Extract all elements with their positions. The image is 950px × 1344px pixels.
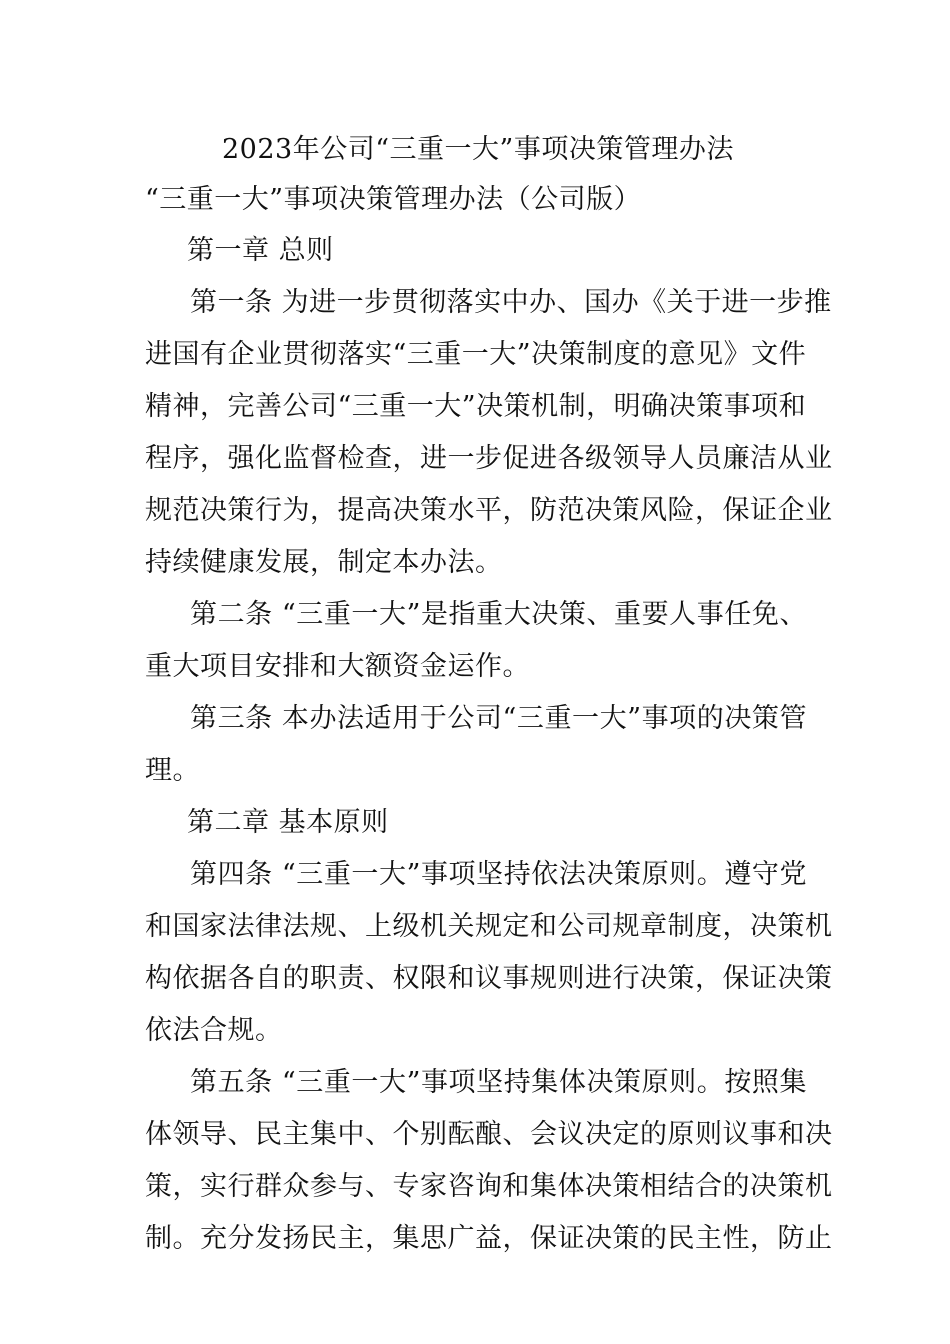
paragraph-line: 第二条 “三重一大”是指重大决策、重要人事任免、: [190, 599, 807, 630]
chapter-heading-1: 第一章 总则: [187, 235, 334, 266]
paragraph-line: 第五条 “三重一大”事项坚持集体决策原则。按照集: [190, 1067, 807, 1098]
paragraph-line: 程序，强化监督检查，进一步促进各级领导人员廉洁从业: [145, 443, 833, 474]
paragraph-line: 第三条 本办法适用于公司“三重一大”事项的决策管: [190, 703, 807, 734]
paragraph-line: 依法合规。: [145, 1015, 283, 1046]
paragraph-line: 重大项目安排和大额资金运作。: [145, 651, 530, 682]
chapter-heading-2: 第二章 基本原则: [187, 807, 389, 838]
document-subtitle: “三重一大”事项决策管理办法（公司版）: [145, 184, 642, 215]
paragraph-line: 第一条 为进一步贯彻落实中办、国办《关于进一步推: [190, 287, 832, 318]
paragraph-line: 体领导、民主集中、个别酝酿、会议决定的原则议事和决: [145, 1119, 833, 1150]
paragraph-line: 持续健康发展，制定本办法。: [145, 547, 503, 578]
paragraph-line: 和国家法律法规、上级机关规定和公司规章制度，决策机: [145, 911, 833, 942]
paragraph-line: 理。: [145, 755, 200, 786]
document-title: 2023年公司“三重一大”事项决策管理办法: [222, 134, 734, 165]
paragraph-line: 进国有企业贯彻落实“三重一大”决策制度的意见》文件: [145, 339, 807, 370]
paragraph-line: 精神，完善公司“三重一大”决策机制，明确决策事项和: [145, 391, 807, 422]
paragraph-line: 策，实行群众参与、专家咨询和集体决策相结合的决策机: [145, 1171, 833, 1202]
paragraph-line: 第四条 “三重一大”事项坚持依法决策原则。遵守党: [190, 859, 807, 890]
paragraph-line: 制。充分发扬民主，集思广益，保证决策的民主性，防止: [145, 1223, 833, 1254]
paragraph-line: 规范决策行为，提高决策水平，防范决策风险，保证企业: [145, 495, 833, 526]
paragraph-line: 构依据各自的职责、权限和议事规则进行决策，保证决策: [145, 963, 833, 994]
